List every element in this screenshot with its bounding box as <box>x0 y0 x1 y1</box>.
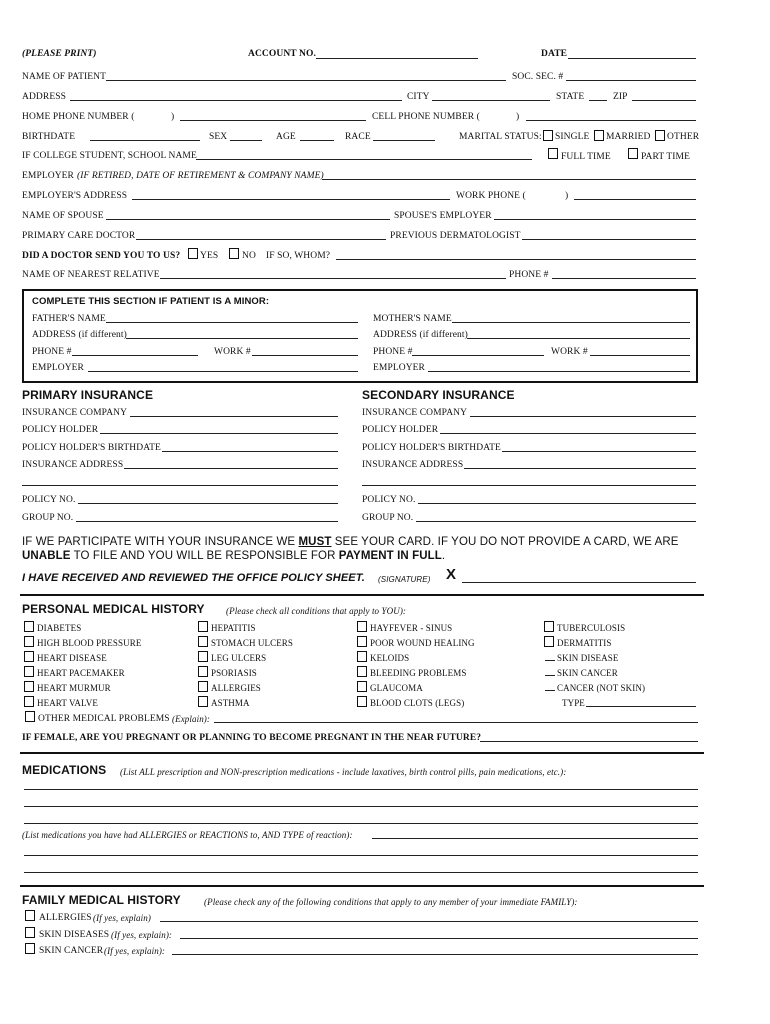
condition-checkbox-high-blood-pressure[interactable] <box>24 636 34 647</box>
section-divider <box>20 885 704 887</box>
if-so-whom-field[interactable] <box>336 259 696 260</box>
other-checkbox[interactable] <box>655 130 665 141</box>
condition-label-poor-wound-healing: POOR WOUND HEALING <box>370 638 475 648</box>
date-field[interactable] <box>568 58 696 59</box>
condition-label-high-blood-pressure: HIGH BLOOD PRESSURE <box>37 638 142 648</box>
med-allergies-line-3[interactable] <box>24 872 698 873</box>
condition-label-cancer-not-skin: CANCER (NOT SKIN) <box>557 683 646 693</box>
condition-checkbox-hayfever-sinus[interactable] <box>357 621 367 632</box>
condition-checkbox-blood-clots-legs[interactable] <box>357 696 367 707</box>
fathers-name-field[interactable] <box>106 322 358 323</box>
mother-address-label: ADDRESS (if different) <box>373 330 468 340</box>
condition-label-heart-murmur: HEART MURMUR <box>37 683 111 693</box>
family-history-note: (Please check any of the following conditions that apply to any member of your immediate FAMILY): <box>204 897 578 907</box>
secondary-holder-label: POLICY HOLDER <box>362 425 439 435</box>
race-field[interactable] <box>373 140 435 141</box>
mother-work-label: WORK # <box>551 347 588 357</box>
condition-label-diabetes: DIABETES <box>37 623 82 633</box>
secondary-ins-address-label: INSURANCE ADDRESS <box>362 460 464 470</box>
work-phone-field[interactable] <box>574 199 696 200</box>
condition-checkbox-allergies[interactable] <box>198 681 208 692</box>
patient-name-field[interactable] <box>106 80 506 81</box>
primary-company-label: INSURANCE COMPANY <box>22 408 128 418</box>
mother-phone-label: PHONE # <box>373 347 413 357</box>
condition-checkbox-heart-disease[interactable] <box>24 651 34 662</box>
secondary-holder-field[interactable] <box>440 433 696 434</box>
condition-checkbox-glaucoma[interactable] <box>357 681 367 692</box>
secondary-group-no-label: GROUP NO. <box>362 513 414 523</box>
medical-history-note: (Please check all conditions that apply to YOU): <box>226 606 407 616</box>
primary-holder-birthdate-field[interactable] <box>162 451 338 452</box>
nearest-relative-field[interactable] <box>160 278 506 279</box>
condition-checkbox-hepatitis[interactable] <box>198 621 208 632</box>
city-field[interactable] <box>432 100 550 101</box>
zip-label: ZIP <box>613 92 628 102</box>
condition-checkbox-tuberculosis[interactable] <box>544 621 554 632</box>
state-label: STATE <box>556 92 585 102</box>
college-label: IF COLLEGE STUDENT, SCHOOL NAME <box>22 151 197 161</box>
condition-label-hepatitis: HEPATITIS <box>211 623 256 633</box>
married-label: MARRIED <box>606 132 651 142</box>
home-phone-label: HOME PHONE NUMBER ( <box>22 112 135 122</box>
work-phone-label: WORK PHONE ( <box>456 191 526 201</box>
condition-checkbox-heart-pacemaker[interactable] <box>24 666 34 677</box>
primary-holder-label: POLICY HOLDER <box>22 425 99 435</box>
mother-employer-label: EMPLOYER <box>373 363 425 373</box>
home-phone-paren: ) <box>171 112 175 122</box>
spouse-employer-label: SPOUSE'S EMPLOYER <box>394 211 492 221</box>
secondary-ins-address-line2[interactable] <box>362 485 696 486</box>
doctor-sent-no-checkbox[interactable] <box>229 248 239 259</box>
medications-title: MEDICATIONS <box>22 763 107 777</box>
account-no-label: ACCOUNT NO. <box>248 49 316 59</box>
signature-field[interactable] <box>462 582 696 583</box>
secondary-policy-no-field[interactable] <box>418 503 696 504</box>
mother-address-field[interactable] <box>467 338 690 339</box>
doctor-sent-yes-checkbox[interactable] <box>188 248 198 259</box>
race-label: RACE <box>345 132 371 142</box>
father-work-label: WORK # <box>214 347 251 357</box>
condition-label-keloids: KELOIDS <box>370 653 410 663</box>
section-divider <box>20 752 704 754</box>
other-medical-checkbox[interactable] <box>25 711 35 722</box>
primary-ins-address-field[interactable] <box>124 468 338 469</box>
mothers-name-label: MOTHER'S NAME <box>373 314 452 324</box>
primary-ins-address-line2[interactable] <box>22 485 338 486</box>
mothers-name-field[interactable] <box>452 322 690 323</box>
primary-group-no-label: GROUP NO. <box>22 513 74 523</box>
signature-x-mark: X <box>446 566 457 583</box>
soc-sec-label: SOC. SEC. # <box>512 72 564 82</box>
condition-label-heart-valve: HEART VALVE <box>37 698 98 708</box>
condition-mark-skin-cancer[interactable] <box>545 675 555 676</box>
address-label: ADDRESS <box>22 92 66 102</box>
condition-label-allergies: ALLERGIES <box>211 683 261 693</box>
condition-label-leg-ulcers: LEG ULCERS <box>211 653 267 663</box>
medications-line-1[interactable] <box>24 789 698 790</box>
insurance-notice-line1: IF WE PARTICIPATE WITH YOUR INSURANCE WE MUST SEE YOUR CARD. IF YOU DO NOT PROVIDE A CARD, WE ARE <box>22 536 679 548</box>
cancer-type-field[interactable] <box>586 706 696 707</box>
married-checkbox[interactable] <box>594 130 604 141</box>
condition-checkbox-heart-valve[interactable] <box>24 696 34 707</box>
primary-group-no-field[interactable] <box>76 521 338 522</box>
condition-checkbox-dermatitis[interactable] <box>544 636 554 647</box>
part-time-checkbox[interactable] <box>628 148 638 159</box>
family-allergies-note: (If yes, explain) <box>93 913 151 923</box>
employers-address-field[interactable] <box>132 199 450 200</box>
family-allergies-checkbox[interactable] <box>25 910 35 921</box>
mother-phone-field[interactable] <box>412 355 544 356</box>
condition-label-tuberculosis: TUBERCULOSIS <box>557 623 626 633</box>
mother-work-field[interactable] <box>590 355 690 356</box>
signature-label: (SIGNATURE) <box>378 575 431 584</box>
work-phone-paren: ) <box>565 191 569 201</box>
doctor-sent-label: DID A DOCTOR SEND YOU TO US? <box>22 251 181 261</box>
zip-field[interactable] <box>632 100 696 101</box>
condition-label-dermatitis: DERMATITIS <box>557 638 612 648</box>
patient-name-label: NAME OF PATIENT <box>22 72 107 82</box>
condition-checkbox-asthma[interactable] <box>198 696 208 707</box>
relative-phone-field[interactable] <box>552 278 696 279</box>
pregnant-field[interactable] <box>480 741 698 742</box>
age-label: AGE <box>276 132 296 142</box>
secondary-company-label: INSURANCE COMPANY <box>362 408 468 418</box>
condition-label-asthma: ASTHMA <box>211 698 250 708</box>
prev-derm-field[interactable] <box>522 239 696 240</box>
father-work-field[interactable] <box>252 355 358 356</box>
secondary-group-no-field[interactable] <box>416 521 696 522</box>
condition-checkbox-leg-ulcers[interactable] <box>198 651 208 662</box>
date-label: DATE <box>541 49 568 59</box>
condition-label-psoriasis: PSORIASIS <box>211 668 257 678</box>
birthdate-label: BIRTHDATE <box>22 132 76 142</box>
other-medical-field[interactable] <box>214 722 698 723</box>
soc-sec-field[interactable] <box>566 80 696 81</box>
other-medical-label: OTHER MEDICAL PROBLEMS <box>38 714 170 724</box>
condition-label-skin-cancer: SKIN CANCER <box>557 668 618 678</box>
medications-line-3[interactable] <box>24 823 698 824</box>
family-skin-cancer-label: SKIN CANCER <box>39 946 104 956</box>
cell-phone-label: CELL PHONE NUMBER ( <box>372 112 480 122</box>
account-no-field[interactable] <box>316 58 478 59</box>
family-allergies-label: ALLERGIES <box>39 913 92 923</box>
home-phone-field[interactable] <box>180 120 366 121</box>
family-skin-diseases-field[interactable] <box>180 938 698 939</box>
no-label: NO <box>242 251 256 261</box>
must-emphasis: MUST <box>298 536 332 548</box>
unable-emphasis: UNABLE <box>22 550 71 562</box>
father-employer-label: EMPLOYER <box>32 363 84 373</box>
condition-label-skin-disease: SKIN DISEASE <box>557 653 619 663</box>
medications-line-2[interactable] <box>24 806 698 807</box>
full-time-label: FULL TIME <box>561 152 611 162</box>
employer-note: (IF RETIRED, DATE OF RETIREMENT & COMPANY NAME) <box>77 171 324 181</box>
primary-policy-no-field[interactable] <box>78 503 338 504</box>
medical-history-title: PERSONAL MEDICAL HISTORY <box>22 602 205 616</box>
father-address-label: ADDRESS (if different) <box>32 330 127 340</box>
condition-checkbox-psoriasis[interactable] <box>198 666 208 677</box>
condition-checkbox-bleeding-problems[interactable] <box>357 666 367 677</box>
relative-phone-label: PHONE # <box>509 270 549 280</box>
sex-label: SEX <box>209 132 228 142</box>
condition-checkbox-keloids[interactable] <box>357 651 367 662</box>
father-phone-field[interactable] <box>72 355 198 356</box>
birthdate-field[interactable] <box>90 140 200 141</box>
state-field[interactable] <box>589 100 607 101</box>
section-divider <box>20 594 704 596</box>
employers-address-label: EMPLOYER'S ADDRESS <box>22 191 128 201</box>
policy-received-label: I HAVE RECEIVED AND REVIEWED THE OFFICE POLICY SHEET. <box>22 572 365 584</box>
primary-insurance-title: PRIMARY INSURANCE <box>22 388 154 402</box>
father-phone-label: PHONE # <box>32 347 72 357</box>
spouse-field[interactable] <box>106 219 390 220</box>
address-field[interactable] <box>70 100 402 101</box>
insurance-notice-line2: UNABLE TO FILE AND YOU WILL BE RESPONSIBLE FOR PAYMENT IN FULL. <box>22 550 446 562</box>
employer-field[interactable] <box>322 179 696 180</box>
fathers-name-label: FATHER'S NAME <box>32 314 106 324</box>
primary-care-field[interactable] <box>136 239 386 240</box>
primary-holder-field[interactable] <box>100 433 338 434</box>
condition-mark-cancer-not-skin[interactable] <box>545 690 555 691</box>
age-field[interactable] <box>300 140 334 141</box>
sex-field[interactable] <box>230 140 262 141</box>
condition-label-heart-disease: HEART DISEASE <box>37 653 107 663</box>
family-skin-cancer-field[interactable] <box>172 954 698 955</box>
other-medical-note: (Explain): <box>172 714 210 724</box>
family-skin-cancer-checkbox[interactable] <box>25 943 35 954</box>
primary-care-label: PRIMARY CARE DOCTOR <box>22 231 136 241</box>
spouse-employer-field[interactable] <box>494 219 696 220</box>
primary-policy-no-label: POLICY NO. <box>22 495 76 505</box>
payment-emphasis: PAYMENT IN FULL <box>338 550 442 562</box>
marital-status-label: MARITAL STATUS: <box>459 132 542 142</box>
condition-mark-skin-disease[interactable] <box>545 660 555 661</box>
cell-phone-field[interactable] <box>526 120 696 121</box>
primary-holder-birthdate-label: POLICY HOLDER'S BIRTHDATE <box>22 443 161 453</box>
condition-label-bleeding-problems: BLEEDING PROBLEMS <box>370 668 467 678</box>
father-address-field[interactable] <box>126 338 358 339</box>
please-print-label: (PLEASE PRINT) <box>22 49 97 59</box>
condition-checkbox-diabetes[interactable] <box>24 621 34 632</box>
condition-checkbox-heart-murmur[interactable] <box>24 681 34 692</box>
employer-label: EMPLOYER <box>22 171 74 181</box>
family-skin-diseases-label: SKIN DISEASES <box>39 930 110 940</box>
part-time-label: PART TIME <box>641 152 690 162</box>
family-allergies-field[interactable] <box>160 921 698 922</box>
if-so-whom-label: IF SO, WHOM? <box>266 251 331 261</box>
other-label: OTHER <box>667 132 700 142</box>
cell-phone-paren: ) <box>516 112 520 122</box>
prev-derm-label: PREVIOUS DERMATOLOGIST <box>390 231 521 241</box>
college-field[interactable] <box>196 159 532 160</box>
yes-label: YES <box>200 251 219 261</box>
condition-label-glaucoma: GLAUCOMA <box>370 683 423 693</box>
condition-label-heart-pacemaker: HEART PACEMAKER <box>37 668 125 678</box>
single-label: SINGLE <box>555 132 590 142</box>
primary-company-field[interactable] <box>130 416 338 417</box>
med-allergies-note: (List medications you have had ALLERGIES or REACTIONS to, AND TYPE of reaction): <box>22 830 353 840</box>
medications-note: (List ALL prescription and NON-prescription medications - include laxatives, birth control pills, pain medications, etc.): <box>120 767 567 777</box>
family-history-title: FAMILY MEDICAL HISTORY <box>22 893 181 907</box>
family-skin-diseases-note: (If yes, explain): <box>111 930 173 940</box>
med-allergies-field[interactable] <box>372 838 698 839</box>
family-skin-diseases-checkbox[interactable] <box>25 927 35 938</box>
mother-employer-field[interactable] <box>428 371 690 372</box>
family-skin-cancer-note: (If yes, explain): <box>104 946 166 956</box>
secondary-holder-birthdate-label: POLICY HOLDER'S BIRTHDATE <box>362 443 501 453</box>
secondary-company-field[interactable] <box>470 416 696 417</box>
secondary-policy-no-label: POLICY NO. <box>362 495 416 505</box>
father-employer-field[interactable] <box>88 371 358 372</box>
secondary-insurance-title: SECONDARY INSURANCE <box>362 388 515 402</box>
city-label: CITY <box>407 92 430 102</box>
condition-label-type: TYPE <box>562 698 585 708</box>
primary-ins-address-label: INSURANCE ADDRESS <box>22 460 124 470</box>
full-time-checkbox[interactable] <box>548 148 558 159</box>
minor-section-title: COMPLETE THIS SECTION IF PATIENT IS A MINOR: <box>32 296 270 307</box>
condition-label-hayfever-sinus: HAYFEVER - SINUS <box>370 623 453 633</box>
single-checkbox[interactable] <box>543 130 553 141</box>
condition-checkbox-stomach-ulcers[interactable] <box>198 636 208 647</box>
condition-label-blood-clots-legs: BLOOD CLOTS (LEGS) <box>370 698 465 708</box>
secondary-holder-birthdate-field[interactable] <box>502 451 696 452</box>
med-allergies-line-2[interactable] <box>24 855 698 856</box>
condition-checkbox-poor-wound-healing[interactable] <box>357 636 367 647</box>
spouse-label: NAME OF SPOUSE <box>22 211 104 221</box>
condition-label-stomach-ulcers: STOMACH ULCERS <box>211 638 293 648</box>
secondary-ins-address-field[interactable] <box>464 468 696 469</box>
nearest-relative-label: NAME OF NEAREST RELATIVE <box>22 270 160 280</box>
pregnant-question: IF FEMALE, ARE YOU PREGNANT OR PLANNING TO BECOME PREGNANT IN THE NEAR FUTURE? <box>22 733 482 743</box>
